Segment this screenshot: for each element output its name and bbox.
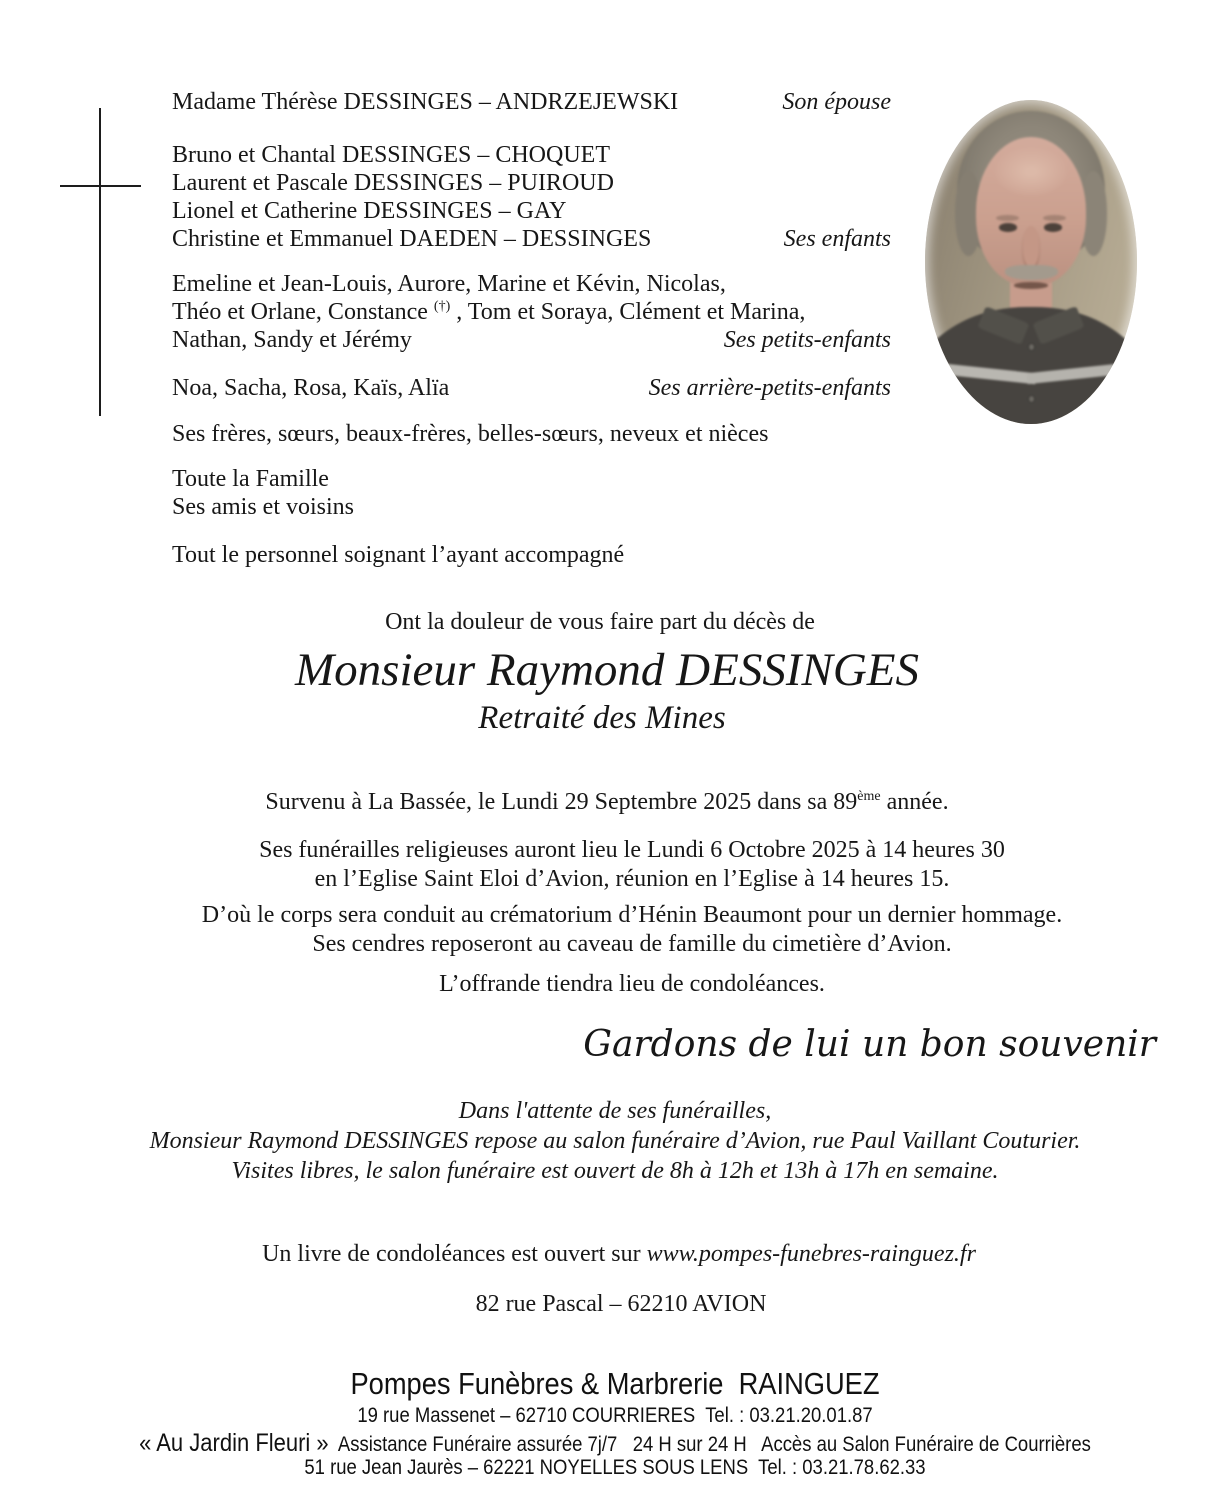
caregivers-line: Tout le personnel soignant l’ayant accompagné (172, 542, 625, 568)
children-group (172, 141, 891, 253)
cross-vertical-line (99, 108, 101, 416)
cremation-line: D’où le corps sera conduit au crématorium d’Hénin Beaumont pour un dernier hommage. (201, 902, 1063, 928)
grandchild-line-text: Théo et Orlane, Constance (172, 299, 434, 325)
deceased-dagger-marker: (†) (433, 299, 451, 314)
ordinal-superscript: ème (857, 789, 881, 804)
condolence-book-text: Un livre de condoléances est ouvert sur (262, 1241, 647, 1267)
whole-family-line: Toute la Famille (172, 466, 329, 492)
great-grandchildren-names: Noa, Sacha, Rosa, Kaïs, Alïa (172, 375, 450, 401)
offering-line: L’offrande tiendra lieu de condoléances. (439, 971, 825, 997)
visitation-block (16, 1096, 1214, 1186)
deceased-name: Monsieur Raymond DESSINGES (295, 644, 919, 696)
portrait-eye-right (1044, 223, 1062, 231)
cross-horizontal-line (60, 185, 141, 187)
grandchild-line: Emeline et Jean-Louis, Aurore, Marine et Kévin, Nicolas, (172, 271, 726, 297)
portrait-nose (1023, 226, 1040, 267)
relation-label-children: Ses enfants (783, 226, 891, 252)
grandchild-line-text: , Tom et Soraya, Clément et Marina, (450, 299, 806, 325)
condolence-website-url: www.pompes-funebres-rainguez.fr (646, 1241, 976, 1267)
services-text: Assistance Funéraire assurée 7j/7 24 H sur 24 H Accès au Salon Funéraire de Courrières (328, 1433, 1091, 1456)
funeral-company-name: Pompes Funèbres & Marbrerie RAINGUEZ (350, 1366, 880, 1401)
remembrance-motto: Gardons de lui un bon souvenir (583, 1024, 1156, 1065)
relation-label-great-grandchildren: Ses arrière-petits-enfants (648, 375, 891, 401)
portrait-shirt-button (1028, 395, 1035, 403)
spouse-row (172, 88, 891, 116)
child-line: Lionel et Catherine DESSINGES – GAY (172, 198, 567, 224)
visitation-line: Dans l'attente de ses funérailles, (458, 1098, 772, 1124)
child-line: Laurent et Pascale DESSINGES – PUIROUD (172, 170, 614, 196)
portrait-moustache (1005, 265, 1058, 280)
funeral-company-services (88, 1429, 1142, 1458)
child-line: Bruno et Chantal DESSINGES – CHOQUET (172, 142, 610, 168)
death-announcement-line (0, 788, 1214, 817)
friends-line: Ses amis et voisins (172, 494, 355, 520)
death-line-text: année. (880, 789, 949, 815)
siblings-line: Ses frères, sœurs, beaux-frères, belles-sœurs, neveux et nièces (172, 421, 769, 447)
family-section (172, 88, 891, 569)
portrait-mouth (1014, 282, 1048, 288)
grandchild-line: Nathan, Sandy et Jérémy (172, 327, 412, 353)
funeral-details (50, 836, 1214, 894)
portrait-forehead (995, 147, 1067, 196)
funeral-company-address-1: 19 rue Massenet – 62710 COURRIERES Tel. : 03.21.20.01.87 (357, 1404, 873, 1427)
child-line-row (172, 225, 891, 253)
portrait-shirt-button (1028, 343, 1035, 351)
funeral-home-local-address: 82 rue Pascal – 62210 AVION (475, 1291, 767, 1317)
portrait-eye-left (999, 223, 1017, 231)
funeral-company-address-2: 51 rue Jean Jaurès – 62221 NOYELLES SOUS LENS Tel. : 03.21.78.62.33 (304, 1456, 926, 1479)
deceased-title: Retraité des Mines (478, 700, 726, 736)
cremation-details (50, 901, 1214, 959)
funeral-line: en l’Eglise Saint Eloi d’Avion, réunion en l’Eglise à 14 heures 15. (314, 866, 950, 892)
visitation-line: Visites libres, le salon funéraire est ouvert de 8h à 12h et 13h à 17h en semaine. (231, 1158, 999, 1184)
portrait-photo (925, 100, 1137, 424)
cremation-line: Ses cendres reposeront au caveau de famille du cimetière d’Avion. (312, 931, 952, 957)
brand-name: « Au Jardin Fleuri » (139, 1429, 329, 1457)
great-grandchildren-row (172, 374, 891, 402)
relation-label-spouse: Son épouse (782, 89, 891, 115)
announcement-intro: Ont la douleur de vous faire part du décès de (385, 609, 815, 635)
visitation-line: Monsieur Raymond DESSINGES repose au salon funéraire d’Avion, rue Paul Vaillant Couturier. (149, 1128, 1081, 1154)
spouse-names: Madame Thérèse DESSINGES – ANDRZEJEWSKI (172, 89, 679, 115)
portrait-photo-art (925, 100, 1137, 424)
death-line-text: Survenu à La Bassée, le Lundi 29 Septembre 2025 dans sa 89 (265, 789, 858, 815)
grandchild-line (172, 298, 891, 326)
condolence-book-line (24, 1240, 1214, 1269)
child-line: Christine et Emmanuel DAEDEN – DESSINGES (172, 226, 652, 252)
grandchildren-group (172, 270, 891, 354)
grandchild-line-row (172, 326, 891, 354)
other-mourners-group (172, 465, 891, 521)
funeral-line: Ses funérailles religieuses auront lieu le Lundi 6 Octobre 2025 à 14 heures 30 (259, 837, 1005, 863)
relation-label-grandchildren: Ses petits-enfants (723, 327, 891, 353)
